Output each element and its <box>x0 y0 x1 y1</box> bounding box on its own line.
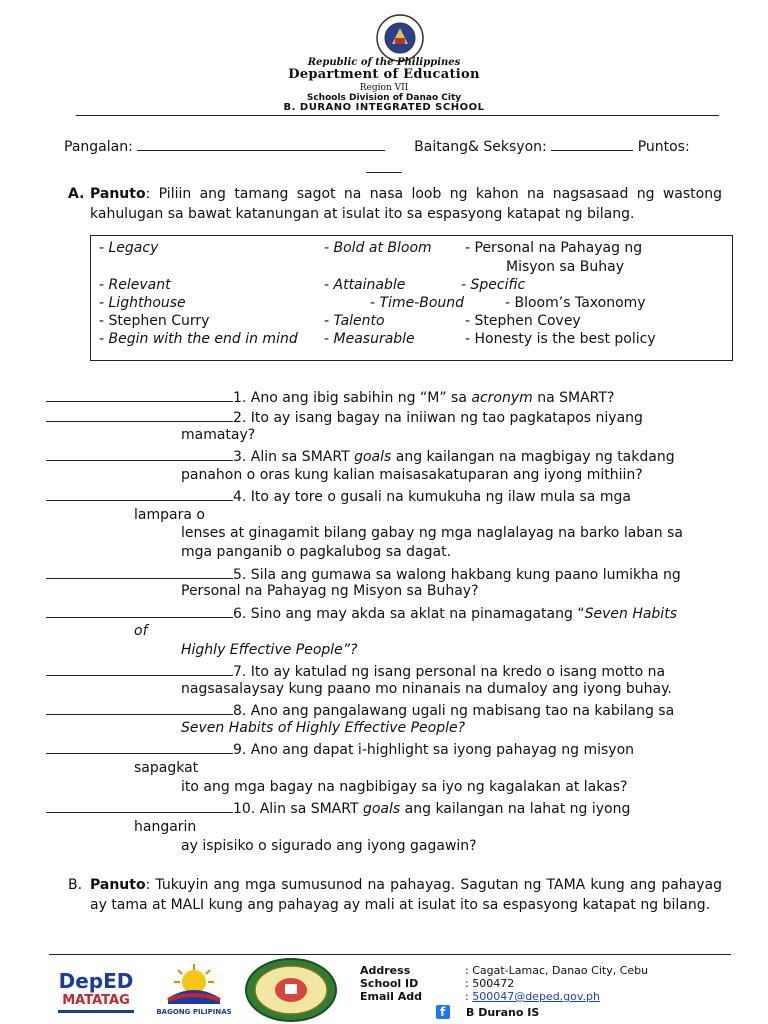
question-3: 3. Alin sa SMART goals ang kailangan na magbigay ng takdang <box>46 446 675 468</box>
choice-item: - Talento <box>324 313 385 329</box>
question-4-cont: lampara o <box>134 507 205 523</box>
choice-item: - Measurable <box>324 331 415 347</box>
question-4-cont: mga panganib o pagkalubog sa dagat. <box>181 544 452 560</box>
question-9-cont: sapagkat <box>134 760 199 776</box>
name-label: Pangalan: <box>64 139 133 155</box>
choice-item: - Specific <box>461 277 526 293</box>
facebook-icon: f <box>436 1005 450 1019</box>
question-6-cont: Highly Effective People”? <box>181 642 358 658</box>
choice-item: - Time-Bound <box>370 295 465 311</box>
section-b-title: Panuto <box>90 877 146 893</box>
answer-blank[interactable] <box>46 739 233 754</box>
question-10: 10. Alin sa SMART goals ang kailangan na lahat ng iyong <box>46 798 630 820</box>
question-2: 2. Ito ay isang bagay na iniiwan ng tao pagkatapos niyang <box>46 407 643 429</box>
email-label: Email Add <box>360 990 423 1003</box>
header-division: Schools Division of Danao City <box>306 93 462 103</box>
answer-blank[interactable] <box>46 407 233 422</box>
question-7-cont: nagsasalaysay kung paano mo ninanais na dumaloy ang iyong buhay. <box>181 681 672 697</box>
email-link[interactable]: 500047@deped.gov.ph <box>472 990 600 1003</box>
email-row: : 500047@deped.gov.ph <box>465 990 600 1003</box>
school-id-value: : 500472 <box>465 977 515 990</box>
question-4: 4. Ito ay tore o gusali na kumukuha ng ilaw mula sa mga <box>46 486 631 508</box>
question-8: 8. Ano ang pangalawang ugali ng mabisang tao na kabilang sa <box>46 700 674 722</box>
header-divider <box>76 115 719 116</box>
choice-item: - Lighthouse <box>99 295 186 311</box>
question-3-cont: panahon o oras kung kalian maisasakatuparan ang iyong mithiin? <box>181 467 643 483</box>
section-a-letter: A. <box>68 186 85 202</box>
choice-item: - Stephen Curry <box>99 313 210 329</box>
question-6: 6. Sino ang may akda sa aklat na pinamagatang “Seven Habits <box>46 603 677 625</box>
section-a-title: Panuto <box>90 186 146 202</box>
bagong-pilipinas-logo: BAGONG PILIPINAS <box>152 962 236 1018</box>
question-9: 9. Ano ang dapat i-highlight sa iyong pahayag ng misyon <box>46 739 634 761</box>
bagong-pilipinas-emblem <box>152 962 236 1006</box>
question-7: 7. Ito ay katulad ng isang personal na kredo o isang motto na <box>46 661 665 683</box>
question-5-cont: Personal na Pahayag ng Misyon sa Buhay? <box>181 583 479 599</box>
choice-item: - Honesty is the best policy <box>465 331 656 347</box>
student-info-line <box>64 136 724 158</box>
choice-item: - Bold at Bloom <box>324 240 432 256</box>
answer-blank[interactable] <box>46 486 233 501</box>
choice-item: - Stephen Covey <box>465 313 581 329</box>
section-label: Baitang& Seksyon: <box>414 139 547 155</box>
section-blank[interactable] <box>551 136 633 151</box>
question-10-cont: hangarin <box>134 819 197 835</box>
choice-item: - Attainable <box>324 277 406 293</box>
facebook-page-name[interactable]: B Durano IS <box>466 1006 540 1019</box>
score-blank[interactable] <box>366 172 402 173</box>
header-school-name: B. DURANO INTEGRATED SCHOOL <box>283 102 485 113</box>
choice-item: - Relevant <box>99 277 171 293</box>
answer-blank[interactable] <box>46 700 233 715</box>
answer-choices-box <box>90 235 733 361</box>
question-2-cont: mamatay? <box>181 427 256 443</box>
section-b-letter: B. <box>68 877 83 893</box>
address-value: : Cagat-Lamac, Danao City, Cebu <box>465 964 649 977</box>
answer-blank[interactable] <box>46 564 233 579</box>
answer-blank[interactable] <box>46 798 233 813</box>
question-4-cont: lenses at ginagamit bilang gabay ng mga naglalayag na barko laban sa <box>181 525 683 541</box>
question-9-cont: ito ang mga bagay na nagbibigay sa iyo ng kagalakan at lakas? <box>181 779 628 795</box>
address-label: Address <box>360 964 411 977</box>
section-a-text: : Piliin ang tamang sagot na nasa loob ng kahon na nagsasaad ng wastong kahulugan sa bawat katanungan at isulat ito sa espasyong katapat ng bilang. <box>90 186 722 222</box>
header-region: Region VII <box>359 83 409 93</box>
answer-blank[interactable] <box>46 661 233 676</box>
choice-item: - Bloom’s Taxonomy <box>505 295 646 311</box>
choice-item: - Legacy <box>99 240 159 256</box>
section-b-paragraph <box>90 876 722 915</box>
school-id-label: School ID <box>360 977 419 990</box>
choice-item: Misyon sa Buhay <box>506 259 624 275</box>
answer-blank[interactable] <box>46 446 233 461</box>
name-blank[interactable] <box>137 136 385 151</box>
section-a-paragraph <box>90 185 722 224</box>
question-5: 5. Sila ang gumawa sa walong hakbang kung paano lumikha ng <box>46 564 681 586</box>
footer-divider <box>49 954 731 955</box>
deped-matatag-logo: DepED MATATAG <box>52 966 140 1016</box>
school-seal-logo <box>244 958 338 1022</box>
answer-blank[interactable] <box>46 603 233 618</box>
question-1: 1. Ano ang ibig sabihin ng “M” sa acronym na SMART? <box>46 387 614 409</box>
header-republic: Republic of the Philippines <box>307 57 461 68</box>
answer-blank[interactable] <box>46 387 233 402</box>
choice-item: - Begin with the end in mind <box>99 331 298 347</box>
deped-seal-logo <box>362 14 438 62</box>
score-label: Puntos: <box>637 139 690 155</box>
question-6-cont: of <box>134 623 148 639</box>
header-department: Department of Education <box>288 67 480 82</box>
choice-item: - Personal na Pahayag ng <box>465 240 643 256</box>
question-10-cont: ay ispisiko o sigurado ang iyong gagawin? <box>181 838 477 854</box>
question-8-cont: Seven Habits of Highly Effective People? <box>181 720 466 736</box>
section-b-text: : Tukuyin ang mga sumusunod na pahayag. Sagutan ng TAMA kung ang pahayag ay tama at MALI kung ang pahayag ay mali at isulat ito sa espasyong katapat ng bilang. <box>90 877 722 913</box>
